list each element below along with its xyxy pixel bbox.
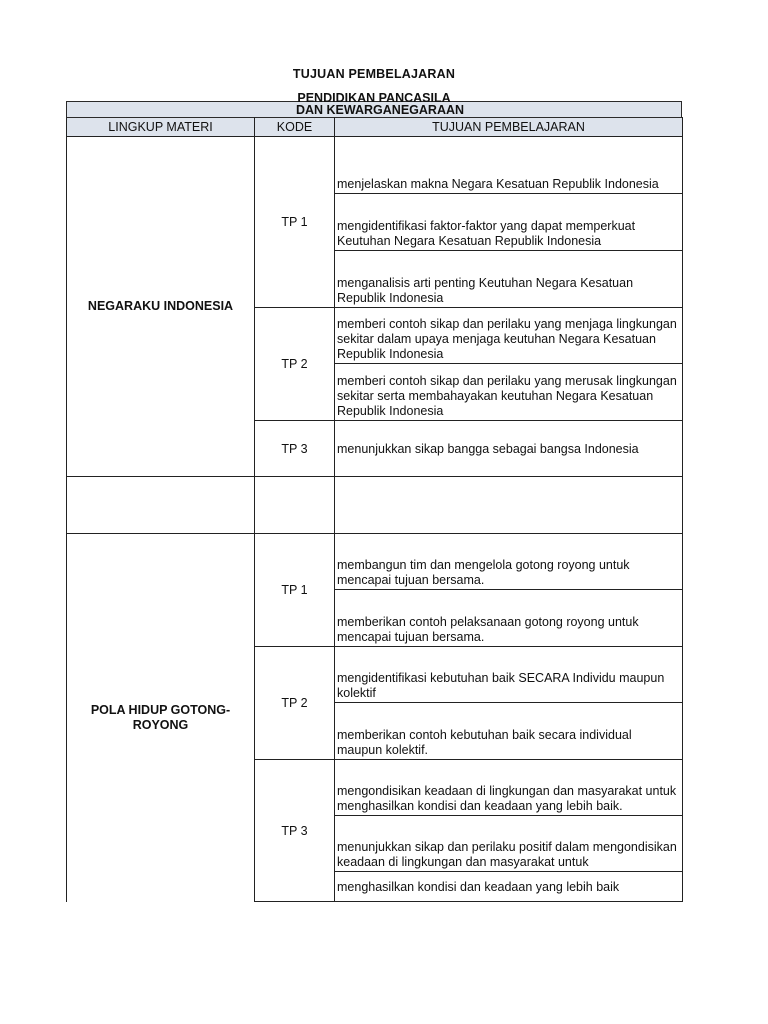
kode-cell: TP 2 (255, 647, 335, 760)
kode-cell: TP 1 (255, 534, 335, 647)
tujuan-cell: memberikan contoh kebutuhan baik secara individual maupun kolektif. (335, 703, 683, 760)
kode-cell: TP 2 (255, 308, 335, 421)
tujuan-cell: membangun tim dan mengelola gotong royong untuk mencapai tujuan bersama. (335, 534, 683, 590)
lingkup-materi-cell: POLA HIDUP GOTONG-ROYONG (67, 534, 255, 902)
empty-cell (255, 477, 335, 534)
lingkup-materi-cell: NEGARAKU INDONESIA (67, 137, 255, 477)
tujuan-cell: memberikan contoh pelaksanaan gotong royong untuk mencapai tujuan bersama. (335, 590, 683, 647)
table-header-row (67, 118, 683, 137)
subject-title-line2: DAN KEWARGANEGARAAN (295, 103, 465, 117)
kode-cell: TP 3 (255, 421, 335, 477)
empty-cell (67, 477, 255, 534)
header-tujuan-pembelajaran: TUJUAN PEMBELAJARAN (335, 118, 683, 137)
tujuan-cell: menunjukkan sikap bangga sebagai bangsa Indonesia (335, 421, 683, 477)
table-row (67, 137, 683, 194)
kode-cell: TP 3 (255, 760, 335, 902)
learning-objectives-table (66, 117, 683, 902)
tujuan-cell: mengidentifikasi kebutuhan baik SECARA Individu maupun kolektif (335, 647, 683, 703)
subject-title (66, 92, 682, 116)
table-row (67, 534, 683, 590)
tujuan-cell: menganalisis arti penting Keutuhan Negara Kesatuan Republik Indonesia (335, 251, 683, 308)
kode-cell: TP 1 (255, 137, 335, 308)
tujuan-cell: menjelaskan makna Negara Kesatuan Republik Indonesia (335, 137, 683, 194)
tujuan-cell: mengidentifikasi faktor-faktor yang dapat memperkuat Keutuhan Negara Kesatuan Republik Indonesia (335, 194, 683, 251)
tujuan-cell: memberi contoh sikap dan perilaku yang merusak lingkungan sekitar serta membahayakan keutuhan Negara Kesatuan Republik Indonesia (335, 364, 683, 421)
header-kode: KODE (255, 118, 335, 137)
header-lingkup-materi: LINGKUP MATERI (67, 118, 255, 137)
tujuan-cell: mengondisikan keadaan di lingkungan dan masyarakat untuk menghasilkan kondisi dan keadaan yang lebih baik. (335, 760, 683, 816)
tujuan-cell: menunjukkan sikap dan perilaku positif dalam mengondisikan keadaan di lingkungan dan masyarakat untuk (335, 816, 683, 872)
table-row-empty (67, 477, 683, 534)
tujuan-cell: menghasilkan kondisi dan keadaan yang lebih baik (335, 872, 683, 902)
subject-title-line1: PENDIDIKAN PANCASILA (297, 91, 451, 105)
tujuan-cell: memberi contoh sikap dan perilaku yang menjaga lingkungan sekitar dalam upaya menjaga keutuhan Negara Kesatuan Republik Indonesia (335, 308, 683, 364)
empty-cell (335, 477, 683, 534)
document-title: TUJUAN PEMBELAJARAN (292, 67, 456, 81)
